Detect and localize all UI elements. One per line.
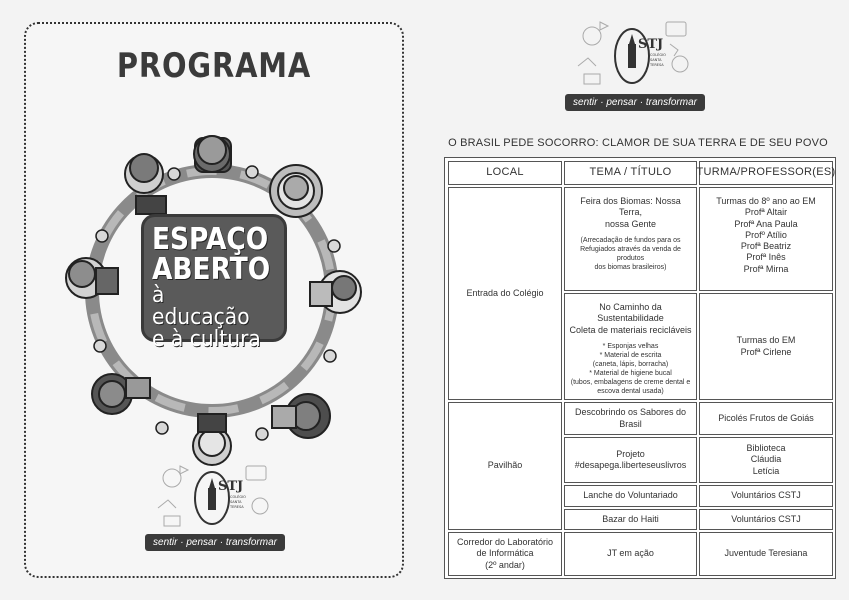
- caminho-sustentabilidade-cell: No Caminho da Sustentabilidade Coleta de materiais recicláveis * Esponjas velhas * Material de escrita (caneta, lápis, borracha) * Material de higiene bucal (tubos, embalagens de creme dental e escova dental usada): [564, 293, 697, 400]
- svg-text:TERESA: TERESA: [650, 63, 664, 67]
- stj-logo-icon: [570, 14, 700, 92]
- lanche-cell: Lanche do Voluntariado: [564, 485, 697, 507]
- svg-text:COLÉGIO: COLÉGIO: [230, 495, 246, 499]
- svg-text:TERESA: TERESA: [230, 505, 244, 509]
- header-tema: TEMA / TÍTULO: [564, 161, 697, 185]
- school-logo: [140, 458, 290, 551]
- sabores-turma-cell: Picolés Frutos de Goiás: [699, 402, 833, 435]
- program-subtitle: O BRASIL PEDE SOCORRO: CLAMOR DE SUA TERRA E DE SEU POVO: [448, 137, 828, 149]
- event-title-box: [141, 214, 287, 352]
- svg-text:SANTA: SANTA: [230, 500, 242, 504]
- schedule-table: [444, 157, 836, 579]
- page-title: PROGRAMA: [116, 46, 312, 86]
- projeto-cell: Projeto #desapega.liberteseuslivros: [564, 437, 697, 483]
- logo-tagline: sentir · pensar · transformar: [145, 534, 285, 551]
- logo-initials: STJ: [638, 37, 664, 52]
- feira-note: (Arrecadação de fundos para os Refugiados através da venda de produtos dos biomas brasileiros): [580, 236, 681, 272]
- stj-logo-icon: [150, 458, 280, 532]
- local-entrada: Entrada do Colégio: [448, 187, 562, 400]
- bazar-turma-cell: Voluntários CSTJ: [699, 509, 833, 530]
- sabores-cell: Descobrindo os Sabores do Brasil: [564, 402, 697, 435]
- bazar-cell: Bazar do Haiti: [564, 509, 697, 530]
- caminho-turma-cell: Turmas do EM Profª Cirlene: [699, 293, 833, 400]
- feira-title-2: nossa Gente: [604, 218, 657, 229]
- feira-title-1: Feira dos Biomas: Nossa Terra,: [580, 196, 681, 218]
- event-title-line3: à educação: [152, 283, 250, 330]
- lanche-turma-cell: Voluntários CSTJ: [699, 485, 833, 507]
- feira-turma-cell: Turmas do 8º ano ao EM Profª Altair Profª Ana Paula Profº Atílio Profª Beatriz Profª Inês Profª Mirna: [699, 187, 833, 291]
- event-title-line4: e à cultura: [152, 327, 261, 352]
- projeto-turma-cell: Biblioteca Cláudia Letícia: [699, 437, 833, 483]
- logo-initials: STJ: [218, 479, 244, 494]
- event-title-line2: ABERTO: [152, 252, 271, 287]
- svg-text:SANTA: SANTA: [650, 58, 662, 62]
- caminho-note: * Esponjas velhas * Material de escrita (caneta, lápis, borracha) * Material de higiene bucal (tubos, embalagens de creme dental e escova dental usada): [570, 342, 691, 396]
- local-pavilhao: Pavilhão: [448, 402, 562, 530]
- jt-turma-cell: Juventude Teresiana: [699, 532, 833, 576]
- header-local: LOCAL: [448, 161, 562, 185]
- header-turma: TURMA/PROFESSOR(ES): [699, 161, 833, 185]
- school-logo-header: [560, 14, 710, 111]
- logo-tagline: sentir · pensar · transformar: [565, 94, 705, 111]
- feira-dos-biomas-cell: [564, 187, 697, 291]
- event-title-line1: ESPAÇO: [152, 222, 269, 257]
- svg-text:COLÉGIO: COLÉGIO: [650, 53, 666, 57]
- local-corredor: Corredor do Laboratório de Informática (2º andar): [448, 532, 562, 576]
- jt-cell: JT em ação: [564, 532, 697, 576]
